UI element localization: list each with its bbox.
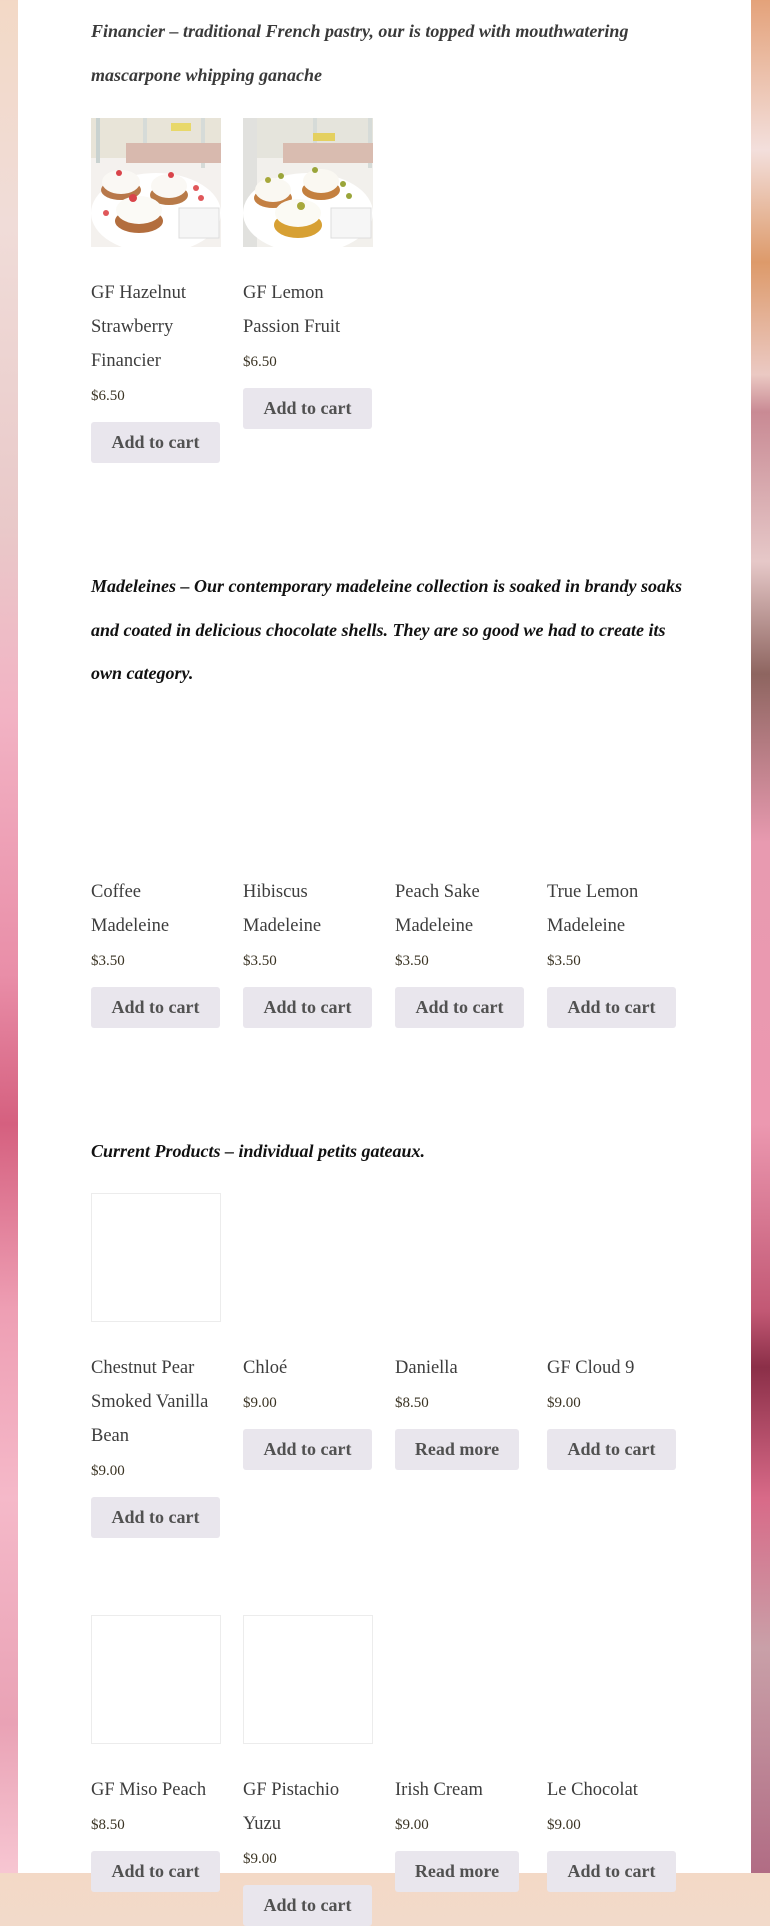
product-card xyxy=(243,1193,373,1470)
product-price: $3.50 xyxy=(395,953,429,969)
product-name[interactable]: True Lemon Madeleine xyxy=(547,882,639,936)
product-price: $9.00 xyxy=(243,1395,277,1411)
product-name[interactable]: Irish Cream xyxy=(395,1780,483,1800)
product-price: $9.00 xyxy=(395,1817,429,1833)
product-price: $3.50 xyxy=(243,953,277,969)
product-price: $9.00 xyxy=(91,1463,125,1479)
product-card xyxy=(395,1615,525,1892)
product-price: $3.50 xyxy=(547,953,581,969)
product-card xyxy=(91,118,221,463)
add-to-cart-button[interactable]: Add to cart xyxy=(547,1429,676,1470)
product-name[interactable]: Chestnut Pear Smoked Vanilla Bean xyxy=(91,1358,209,1446)
product-image[interactable] xyxy=(547,717,677,846)
add-to-cart-button[interactable]: Add to cart xyxy=(243,987,372,1028)
product-card xyxy=(547,1615,677,1892)
product-image[interactable] xyxy=(91,717,221,846)
add-to-cart-button[interactable]: Add to cart xyxy=(91,1851,220,1892)
read-more-button[interactable]: Read more xyxy=(395,1851,519,1892)
product-name[interactable]: GF Lemon Passion Fruit xyxy=(243,283,341,337)
product-image[interactable] xyxy=(243,1193,373,1322)
product-price: $9.00 xyxy=(547,1395,581,1411)
product-name[interactable]: GF Pistachio Yuzu xyxy=(243,1780,340,1834)
financier-heading: Financier – traditional French pastry, our is topped with mouthwatering mascarpone whipping ganache xyxy=(91,21,629,85)
product-name[interactable]: Chloé xyxy=(243,1358,288,1378)
product-card xyxy=(395,717,525,1028)
product-image[interactable] xyxy=(243,717,373,846)
product-card xyxy=(547,717,677,1028)
product-image[interactable] xyxy=(395,1193,525,1322)
product-name[interactable]: Le Chocolat xyxy=(547,1780,638,1800)
add-to-cart-button[interactable]: Add to cart xyxy=(243,1429,372,1470)
product-price: $6.50 xyxy=(243,354,277,370)
madeleines-heading: Madeleines – Our contemporary madeleine collection is soaked in brandy soaks and coated in delicious chocolate shells. They are so good we had to create its own category. xyxy=(91,576,682,683)
product-price: $9.00 xyxy=(547,1817,581,1833)
product-name[interactable]: GF Hazelnut Strawberry Financier xyxy=(91,283,187,371)
add-to-cart-button[interactable]: Add to cart xyxy=(91,1497,220,1538)
product-image[interactable] xyxy=(547,1193,677,1322)
product-card xyxy=(243,717,373,1028)
product-card xyxy=(91,1615,221,1892)
add-to-cart-button[interactable]: Add to cart xyxy=(91,987,220,1028)
product-card xyxy=(547,1193,677,1470)
product-price: $6.50 xyxy=(91,388,125,404)
product-image-placeholder[interactable] xyxy=(243,1615,373,1744)
product-image[interactable] xyxy=(91,118,221,247)
product-image[interactable] xyxy=(395,717,525,846)
product-name[interactable]: Peach Sake Madeleine xyxy=(395,882,480,936)
financier-strawberry-photo-icon xyxy=(91,118,221,247)
product-card xyxy=(91,717,221,1028)
product-name[interactable]: GF Cloud 9 xyxy=(547,1358,635,1378)
add-to-cart-button[interactable]: Add to cart xyxy=(547,1851,676,1892)
product-card xyxy=(91,1193,221,1538)
add-to-cart-button[interactable]: Add to cart xyxy=(91,422,220,463)
add-to-cart-button[interactable]: Add to cart xyxy=(243,388,372,429)
add-to-cart-button[interactable]: Add to cart xyxy=(395,987,524,1028)
add-to-cart-button[interactable]: Add to cart xyxy=(243,1885,372,1926)
product-price: $3.50 xyxy=(91,953,125,969)
current-products-heading: Current Products – individual petits gateaux. xyxy=(91,1141,426,1161)
product-card xyxy=(395,1193,525,1470)
product-card xyxy=(243,1615,373,1926)
product-image-placeholder[interactable] xyxy=(91,1615,221,1744)
product-image[interactable] xyxy=(395,1615,525,1744)
product-image[interactable] xyxy=(547,1615,677,1744)
lemon-passion-fruit-photo-icon xyxy=(243,118,373,247)
content-area xyxy=(18,0,751,1915)
product-name[interactable]: Coffee Madeleine xyxy=(91,882,170,936)
product-image[interactable] xyxy=(243,118,373,247)
add-to-cart-button[interactable]: Add to cart xyxy=(547,987,676,1028)
product-image-placeholder[interactable] xyxy=(91,1193,221,1322)
background-image-right xyxy=(751,0,770,1873)
product-price: $9.00 xyxy=(243,1851,277,1867)
product-name[interactable]: Daniella xyxy=(395,1358,458,1378)
product-card xyxy=(243,118,373,429)
product-name[interactable]: Hibiscus Madeleine xyxy=(243,882,322,936)
product-price: $8.50 xyxy=(91,1817,125,1833)
product-name[interactable]: GF Miso Peach xyxy=(91,1780,207,1800)
read-more-button[interactable]: Read more xyxy=(395,1429,519,1470)
product-price: $8.50 xyxy=(395,1395,429,1411)
